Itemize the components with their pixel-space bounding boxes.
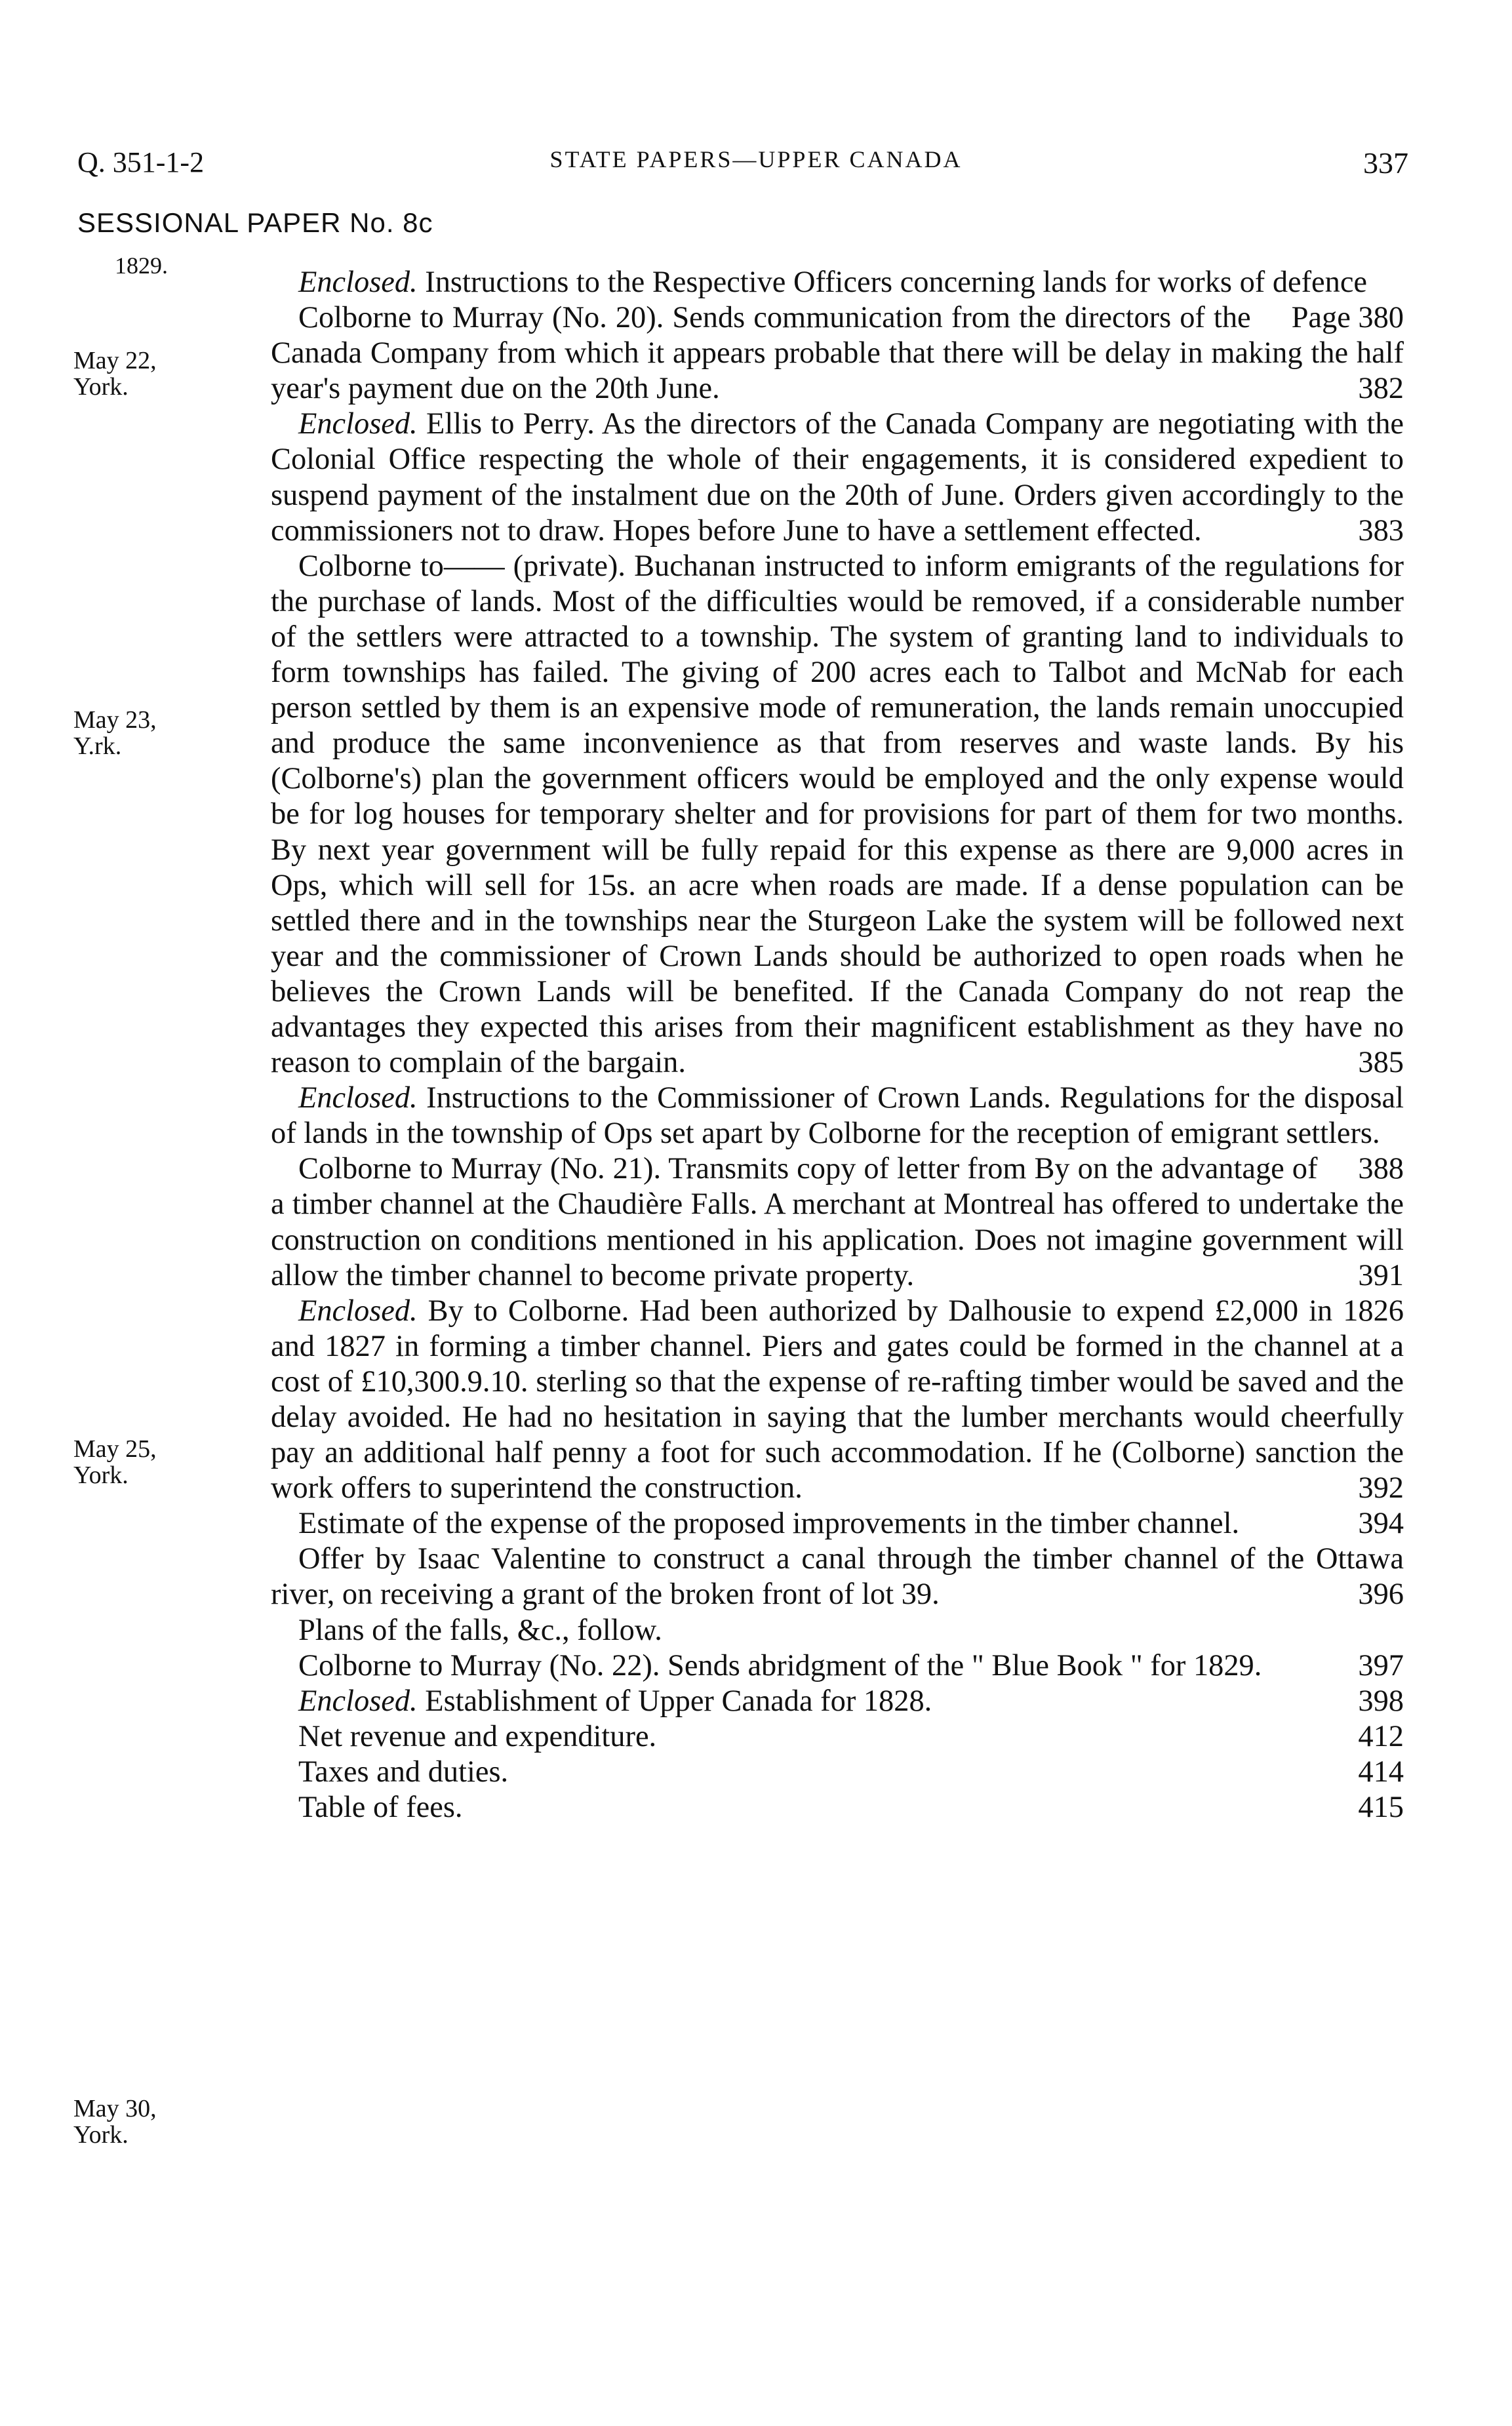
- entry-page: 383: [1358, 513, 1404, 547]
- margin-note: [73, 1436, 157, 1488]
- page-number: 337: [1363, 146, 1408, 180]
- entry-text: Estimate of the expense of the proposed improvements in the timber channel.: [298, 1507, 1240, 1541]
- margin-place: York.: [73, 1462, 129, 1489]
- entry-text: Colborne to Murray (No. 22). Sends abridgment of the " Blue Book " for 1829.: [298, 1648, 1262, 1682]
- entry-page: 415: [1358, 1791, 1404, 1825]
- year-note: 1829.: [115, 252, 168, 279]
- entry-text: Taxes and duties.: [298, 1755, 509, 1789]
- entry-text: Colborne to Murray (No. 21). Transmits copy of letter from By on the advantage of a timber channel at the Chaudière Falls. A merchant at Montreal has offered to undertake the construction on conditions mentioned in his application. Does not imagine government will allow the timber channel to become private property.: [271, 1152, 1404, 1292]
- margin-note: [73, 348, 157, 400]
- short-item: [271, 1684, 1404, 1719]
- entry: [271, 1151, 1404, 1293]
- entry-label: Enclosed.: [298, 1684, 418, 1718]
- entry: [271, 1541, 1404, 1612]
- entry-text: Table of fees.: [298, 1791, 463, 1825]
- entry-text: Colborne to Murray (No. 20). Sends communication from the directors of the Canada Company from which it appears probable that there will be delay in making the half year's payment due on the 20th June.: [271, 301, 1404, 406]
- entry-page: 385: [1358, 1046, 1404, 1080]
- entry-page: 414: [1358, 1755, 1404, 1789]
- entry: [271, 1506, 1404, 1541]
- entry-text: Colborne to—— (private). Buchanan instructed to inform emigrants of the regulations for the purchase of lands. Most of the difficulties would be removed, if a considerable number of the settlers were attracted to a township. The system of granting land to individuals to form townships has failed. The giving of 200 acres each to Talbot and McNab for each person settled by them is an expensive mode of remuneration, the lands remain unoccupied and produce the same inconvenience as that from reserves and waste lands. By his (Colborne's) plan the government officers would be employed and the only expense would be for log houses for temporary shelter and for provisions for part of them for two months. By next year government will be fully repaid for this expense as there are 9,000 acres in Ops, which will sell for 15s. an acre when roads are made. If a dense population can be settled there and in the townships near the Sturgeon Lake the system will be followed next year and the commissioner of Crown Lands should be authorized to open roads when he believes the Crown Lands will be benefited. If the Canada Company do not reap the advantages they expected this arises from their magnificent establishment as they have no reason to complain of the bargain.: [271, 549, 1404, 1080]
- entry-text: Plans of the falls, &c., follow.: [298, 1613, 662, 1647]
- margin-note: [73, 707, 157, 759]
- entry-text: Instructions to the Commissioner of Crown Lands. Regulations for the disposal of lands in the township of Ops set apart by Colborne for the reception of emigrant settlers.: [271, 1081, 1404, 1151]
- entry-page: Page 380: [1291, 301, 1404, 335]
- entry-page: 412: [1358, 1719, 1404, 1753]
- entry-text: Establishment of Upper Canada for 1828.: [417, 1684, 932, 1718]
- entry-page: 396: [1358, 1578, 1404, 1612]
- entry-page: 398: [1358, 1684, 1404, 1718]
- entry-page: 394: [1358, 1507, 1404, 1541]
- margin-date: May 23,: [73, 706, 157, 734]
- short-item: [271, 1719, 1404, 1755]
- entry-text: Instructions to the Respective Officers concerning lands for works of defence: [417, 266, 1368, 299]
- short-item: [271, 1755, 1404, 1790]
- entry: [271, 1648, 1404, 1684]
- entry: [271, 407, 1404, 548]
- entry-page: 392: [1358, 1471, 1404, 1505]
- entry: [271, 1613, 1404, 1648]
- entry-label: Enclosed.: [298, 1081, 418, 1115]
- document-body: [271, 265, 1404, 1825]
- entry-label: Enclosed.: [298, 266, 418, 299]
- short-item: [271, 1790, 1404, 1825]
- entry-page: 397: [1358, 1648, 1404, 1682]
- entry-text: Ellis to Perry. As the directors of the Canada Company are negotiating with the Colonial Office respecting the whole of their engagements, it is considered expedient to suspend payment of the instalment due on the 20th of June. Orders given accordingly to the commissioners not to draw. Hopes before June to have a settlement effected.: [271, 407, 1404, 547]
- entry: [271, 549, 1404, 1081]
- entry-text: Offer by Isaac Valentine to construct a canal through the timber channel of the Ottawa river, on receiving a grant of the broken front of lot 39.: [271, 1542, 1404, 1612]
- entry: [271, 1081, 1404, 1186]
- entry-page: 382: [1358, 372, 1404, 406]
- entry: [271, 1294, 1404, 1507]
- margin-date: May 30,: [73, 2095, 157, 2122]
- margin-place: York.: [73, 373, 129, 401]
- entry: [271, 300, 1404, 407]
- header-title: STATE PAPERS—UPPER CANADA: [549, 146, 963, 172]
- entry: [271, 265, 1404, 335]
- header-reference: Q. 351-1-2: [77, 146, 205, 178]
- margin-date: May 22,: [73, 347, 157, 374]
- entry-text: Net revenue and expenditure.: [298, 1719, 657, 1753]
- entry-text: By to Colborne. Had been authorized by Dalhousie to expend £2,000 in 1826 and 1827 in forming a timber channel. Piers and gates could be formed in the channel at a cost of £10,300.9.10. sterling so that the expense of re-rafting timber would be saved and the delay avoided. He had no hesitation in saying that the lumber merchants would cheerfully pay an additional half penny a foot for such accommodation. If he (Colborne) sanction the work offers to superintend the construction.: [271, 1294, 1404, 1505]
- margin-place: York.: [73, 2121, 129, 2149]
- entry-page: 388: [1358, 1152, 1404, 1186]
- entry-label: Enclosed.: [298, 407, 418, 441]
- entry-page: 391: [1358, 1258, 1404, 1292]
- sessional-paper-label: SESSIONAL PAPER No. 8c: [77, 207, 433, 238]
- entry-label: Enclosed.: [298, 1294, 418, 1328]
- margin-note: [73, 2096, 157, 2148]
- margin-date: May 25,: [73, 1435, 157, 1463]
- margin-place: Y.rk.: [73, 732, 122, 760]
